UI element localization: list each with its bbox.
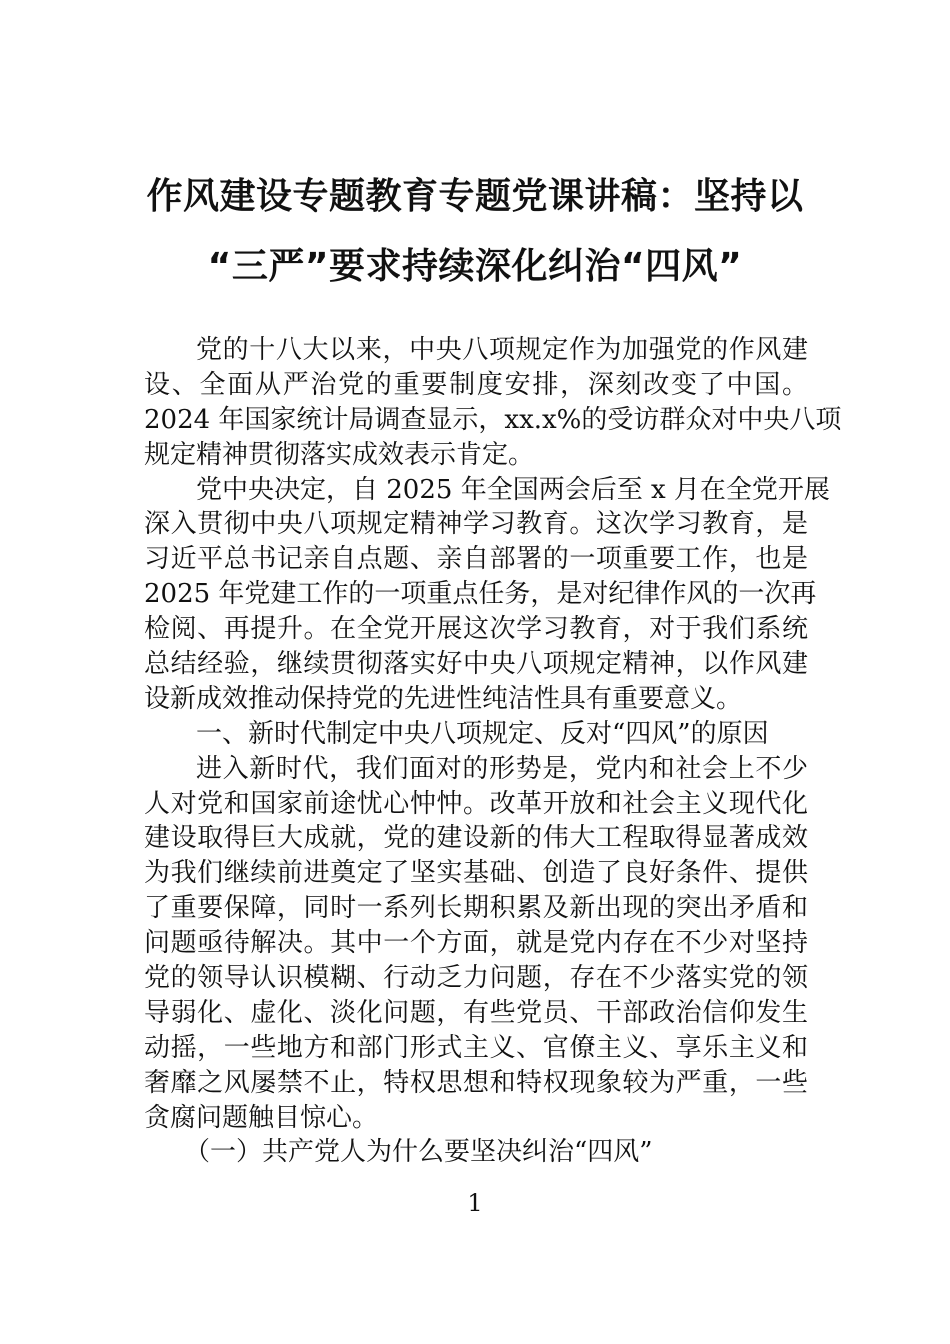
paragraph-2-line-4: 2025 年党建工作的一项重点任务，是对纪律作风的一次再 — [144, 579, 817, 610]
paragraph-3-line-5: 了重要保障，同时一系列长期积累及新出现的突出矛盾和 — [144, 893, 808, 924]
document-title-line-1: 作风建设专题教育专题党课讲稿：坚持以 — [146, 176, 804, 217]
document-title-line-2: “三严”要求持续深化纠治“四风” — [207, 246, 743, 287]
paragraph-2-line-3: 习近平总书记亲自点题、亲自部署的一项重要工作，也是 — [144, 544, 808, 575]
paragraph-3-line-8: 导弱化、虚化、淡化问题，有些党员、干部政治信仰发生 — [144, 997, 808, 1028]
section-heading-1: 一、新时代制定中央八项规定、反对“四风”的原因 — [196, 718, 769, 749]
paragraph-2-line-1: 党中央决定，自 2025 年全国两会后至 x 月在全党开展 — [196, 474, 830, 505]
paragraph-3-line-2: 人对党和国家前途忧心忡忡。改革开放和社会主义现代化 — [144, 788, 808, 819]
paragraph-3-line-9: 动摇，一些地方和部门形式主义、官僚主义、享乐主义和 — [144, 1032, 808, 1063]
paragraph-1-line-4: 规定精神贯彻落实成效表示肯定。 — [144, 439, 535, 470]
paragraph-2-line-7: 设新成效推动保持党的先进性纯洁性具有重要意义。 — [144, 683, 743, 714]
paragraph-3-line-6: 问题亟待解决。其中一个方面，就是党内存在不少对坚持 — [144, 928, 808, 959]
paragraph-1-line-2: 设、全面从严治党的重要制度安排，深刻改变了中国。 — [144, 369, 808, 400]
paragraph-3-line-7: 党的领导认识模糊、行动乏力问题，存在不少落实党的领 — [144, 963, 808, 994]
paragraph-2-line-2: 深入贯彻中央八项规定精神学习教育。这次学习教育，是 — [144, 509, 808, 540]
paragraph-3-line-4: 为我们继续前进奠定了坚实基础、创造了良好条件、提供 — [144, 858, 808, 889]
paragraph-1-line-3: 2024 年国家统计局调查显示，xx.x%的受访群众对中央八项 — [144, 404, 842, 435]
paragraph-1-line-1: 党的十八大以来，中央八项规定作为加强党的作风建 — [196, 335, 808, 365]
paragraph-3-line-10: 奢靡之风屡禁不止，特权思想和特权现象较为严重，一些 — [144, 1067, 808, 1098]
paragraph-3-line-3: 建设取得巨大成就，党的建设新的伟大工程取得显著成效 — [144, 823, 808, 854]
paragraph-2-line-5: 检阅、再提升。在全党开展这次学习教育，对于我们系统 — [144, 614, 808, 645]
document-body — [144, 333, 842, 1170]
paragraph-3-line-11: 贪腐问题触目惊心。 — [144, 1102, 379, 1133]
paragraph-3-line-1: 进入新时代，我们面对的形势是，党内和社会上不少 — [196, 753, 808, 784]
page-number: 1 — [467, 1189, 483, 1217]
paragraph-2-line-6: 总结经验，继续贯彻落实好中央八项规定精神，以作风建 — [144, 649, 808, 680]
subsection-heading-1: （一）共产党人为什么要坚决纠治“四风” — [184, 1137, 653, 1168]
